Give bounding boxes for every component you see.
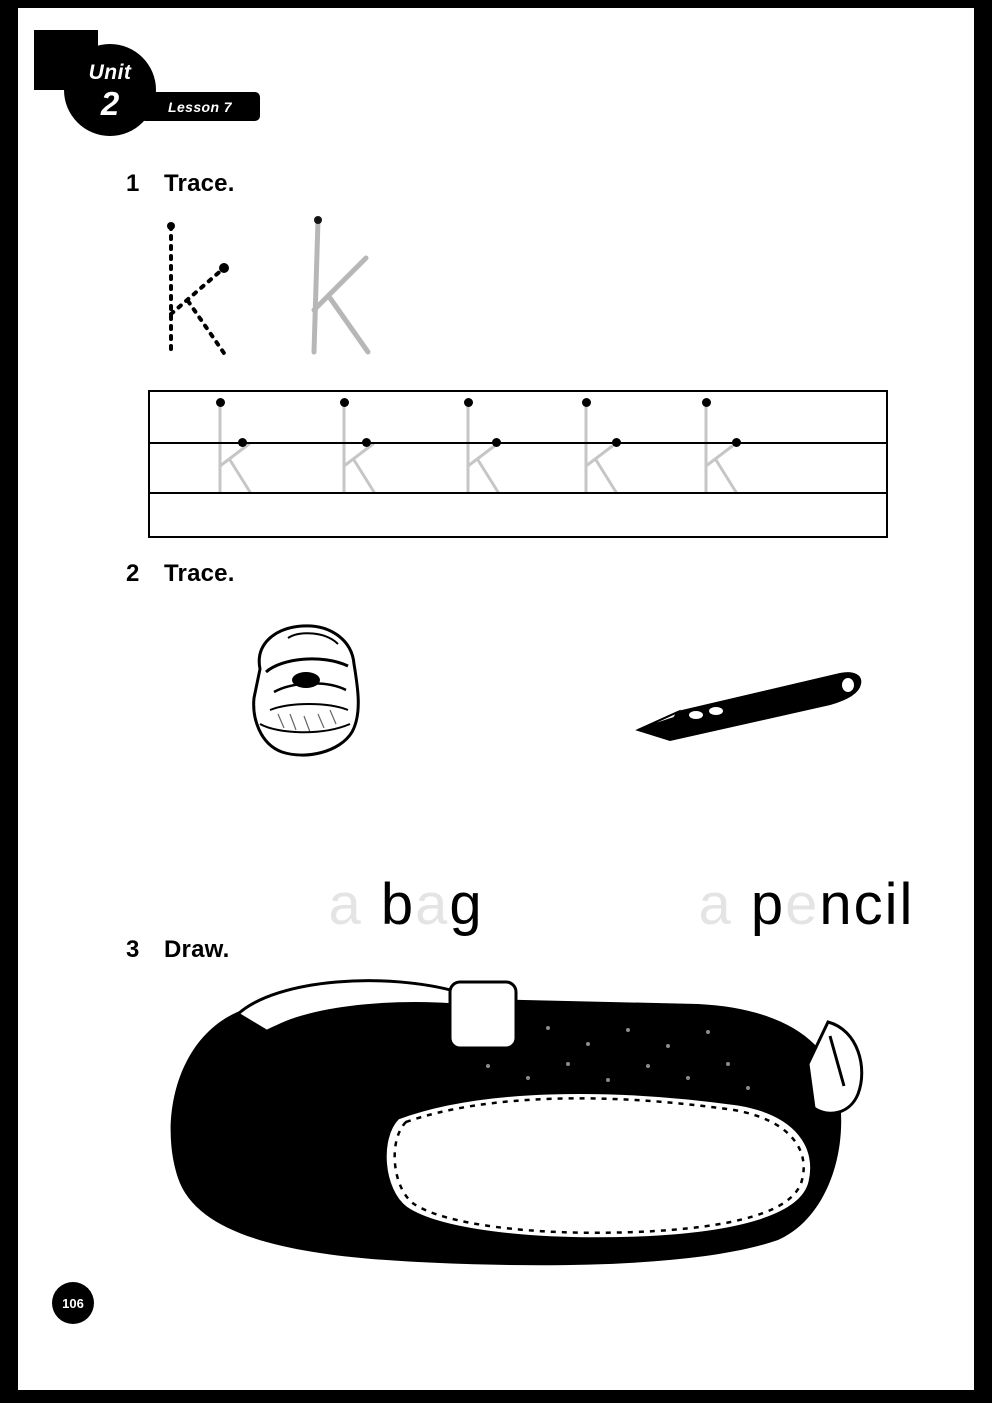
exercise-1-instruction: Trace. xyxy=(164,170,235,197)
exercise-3-number: 3 xyxy=(126,936,140,963)
word-bag-faint-letter: a xyxy=(415,872,450,937)
pencil-icon xyxy=(630,668,870,753)
word-bag-letter-g: g xyxy=(449,872,484,937)
worksheet-page xyxy=(18,8,974,1390)
exercise-2-heading xyxy=(126,560,235,588)
model-letters-svg xyxy=(138,206,438,381)
schoolbag-icon xyxy=(138,968,868,1288)
exercise-2-number: 2 xyxy=(126,560,140,587)
unit-circle xyxy=(64,44,156,136)
word-pencil-rest: ncil xyxy=(819,872,915,937)
word-pencil-faint-letter: e xyxy=(785,872,820,937)
bag-illustration-svg xyxy=(230,614,380,769)
exercise-1-number: 1 xyxy=(126,170,140,197)
lesson-tag: Lesson 7 xyxy=(140,92,260,121)
bag-icon xyxy=(230,614,380,769)
grid-ghost-letters xyxy=(150,392,886,536)
exercise-1-heading xyxy=(126,170,235,198)
exercise-3-instruction: Draw. xyxy=(164,936,230,963)
schoolbag-illustration-svg xyxy=(138,968,868,1288)
page-number-badge: 106 xyxy=(52,1282,94,1324)
handwriting-grid xyxy=(148,390,888,538)
unit-label: Unit xyxy=(88,61,132,84)
unit-badge xyxy=(34,30,264,140)
word-bag-faint-prefix: a xyxy=(328,872,381,937)
exercise-2-instruction: Trace. xyxy=(164,560,235,587)
letter-model-group xyxy=(138,206,438,381)
word-pencil-letter-p: p xyxy=(750,872,786,937)
pencil-illustration-svg xyxy=(630,668,870,753)
word-bag-letter-b: b xyxy=(380,872,416,937)
unit-number: 2 xyxy=(100,85,120,122)
word-pencil-faint-prefix: a xyxy=(698,872,733,937)
exercise-3-heading xyxy=(126,936,229,964)
word-pencil-space xyxy=(733,872,751,937)
